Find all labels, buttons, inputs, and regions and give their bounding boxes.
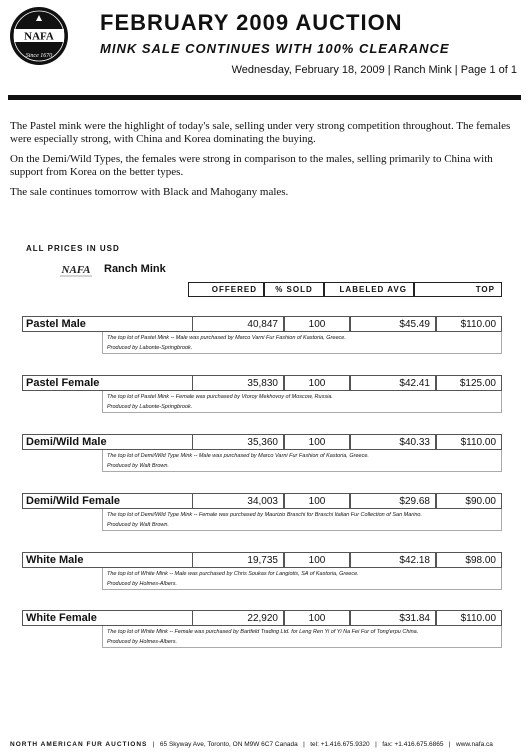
row-name: Pastel Female (22, 375, 192, 391)
col-top: TOP (414, 282, 502, 297)
table-row (22, 493, 502, 533)
row-avg: $42.41 (350, 375, 436, 391)
row-avg: $42.18 (350, 552, 436, 568)
note-line: Produced by Labonte-Springbrook. (107, 404, 193, 410)
row-top: $110.00 (436, 434, 502, 450)
footer-address: 65 Skyway Ave, Toronto, ON M9W 6C7 Canada (159, 741, 298, 748)
row-note (102, 568, 502, 590)
logo-since: Since 1670 (25, 53, 53, 59)
col-sold: % SOLD (264, 282, 324, 297)
row-note (102, 332, 502, 354)
paragraph: On the Demi/Wild Types, the females were strong in comparison to the males, selling primarily to China with support from Korea on the better types. (10, 153, 493, 178)
page-subtitle: MINK SALE CONTINUES WITH 100% CLEARANCE (100, 41, 450, 56)
note-line: The top lot of Demi/Wild Type Mink -- Male was purchased by Marco Varni Fur Fashion of Kastoria, Greece. (107, 453, 369, 459)
row-name: White Female (22, 610, 192, 626)
table-row (22, 316, 502, 356)
row-sold: 100 (284, 610, 350, 626)
row-top: $90.00 (436, 493, 502, 509)
note-line: The top lot of White Mink -- Female was purchased by Bartfeld Trading Ltd. for Leng Ren Yi of Yi Na Fei Fur of Tong'erpu China. (107, 629, 419, 635)
row-offered: 40,847 (192, 316, 284, 332)
row-note (102, 509, 502, 531)
row-sold: 100 (284, 552, 350, 568)
row-top: $110.00 (436, 316, 502, 332)
paragraph: The sale continues tomorrow with Black and Mahogany males. (10, 186, 289, 198)
svg-text:NAFA: NAFA (61, 264, 91, 276)
section-label: Ranch Mink (104, 263, 166, 275)
note-line: The top lot of Pastel Mink -- Female was purchased by Vtoroy Mekhovoy of Moscow, Russia. (107, 394, 333, 400)
row-name: Pastel Male (22, 316, 192, 332)
col-labeled-avg: LABELED AVG (324, 282, 414, 297)
table-row (22, 552, 502, 592)
table-row (22, 610, 502, 650)
note-line: Produced by Holmes-Albers. (107, 639, 178, 645)
note-line: Produced by Walt Brown. (107, 522, 169, 528)
table-row (22, 434, 502, 474)
row-note (102, 450, 502, 472)
row-sold: 100 (284, 434, 350, 450)
row-avg: $31.84 (350, 610, 436, 626)
note-line: Produced by Labonte-Springbrook. (107, 345, 193, 351)
table-row (22, 375, 502, 415)
dateline: Wednesday, February 18, 2009 | Ranch Mink | Page 1 of 1 (231, 64, 517, 76)
nafa-small-logo (58, 261, 94, 279)
row-avg: $40.33 (350, 434, 436, 450)
row-offered: 34,003 (192, 493, 284, 509)
note-line: Produced by Holmes-Albers. (107, 581, 178, 587)
row-offered: 35,830 (192, 375, 284, 391)
row-name: White Male (22, 552, 192, 568)
row-sold: 100 (284, 493, 350, 509)
paragraph: The Pastel mink were the highlight of today's sale, selling under very strong competition throughout. The females were especially strong, with China and Korea dominating the buying. (10, 120, 511, 145)
row-offered: 22,920 (192, 610, 284, 626)
note-line: Produced by Walt Brown. (107, 463, 169, 469)
nafa-logo (8, 5, 70, 67)
page-title: FEBRUARY 2009 AUCTION (100, 10, 403, 35)
note-line: The top lot of White Mink -- Male was purchased by Chris Soukas for Langiotis, SA of Kastoria, Greece. (107, 571, 359, 577)
note-line: The top lot of Demi/Wild Type Mink -- Female was purchased by Maurizio Braschi for Braschi Italian Fur Collection of San Marino. (107, 512, 422, 518)
row-offered: 19,735 (192, 552, 284, 568)
summary-text (10, 120, 515, 206)
row-sold: 100 (284, 375, 350, 391)
row-avg: $45.49 (350, 316, 436, 332)
footer-fax: fax: +1.416.675.6865 (382, 741, 444, 748)
footer-web-link[interactable]: www.nafa.ca (456, 741, 493, 748)
row-avg: $29.68 (350, 493, 436, 509)
row-top: $125.00 (436, 375, 502, 391)
row-name: Demi/Wild Male (22, 434, 192, 450)
row-note (102, 626, 502, 648)
row-offered: 35,360 (192, 434, 284, 450)
row-note (102, 391, 502, 413)
footer-tel: tel: +1.416.675.9320 (310, 741, 370, 748)
row-top: $98.00 (436, 552, 502, 568)
row-top: $110.00 (436, 610, 502, 626)
footer-company: NORTH AMERICAN FUR AUCTIONS (10, 741, 148, 748)
row-name: Demi/Wild Female (22, 493, 192, 509)
prices-label: ALL PRICES IN USD (26, 244, 120, 253)
footer: NORTH AMERICAN FUR AUCTIONS | 65 Skyway Ave, Toronto, ON M9W 6C7 Canada | tel: +1.416.675.9320 | fax: +1.416.675.6865 | www.nafa.ca (10, 741, 493, 748)
header-divider (8, 95, 521, 100)
note-line: The top lot of Pastel Mink -- Male was purchased by Marco Varni Fur Fashion of Kastoria, Greece. (107, 335, 346, 341)
row-sold: 100 (284, 316, 350, 332)
logo-text: NAFA (24, 30, 54, 43)
col-offered: OFFERED (188, 282, 264, 297)
